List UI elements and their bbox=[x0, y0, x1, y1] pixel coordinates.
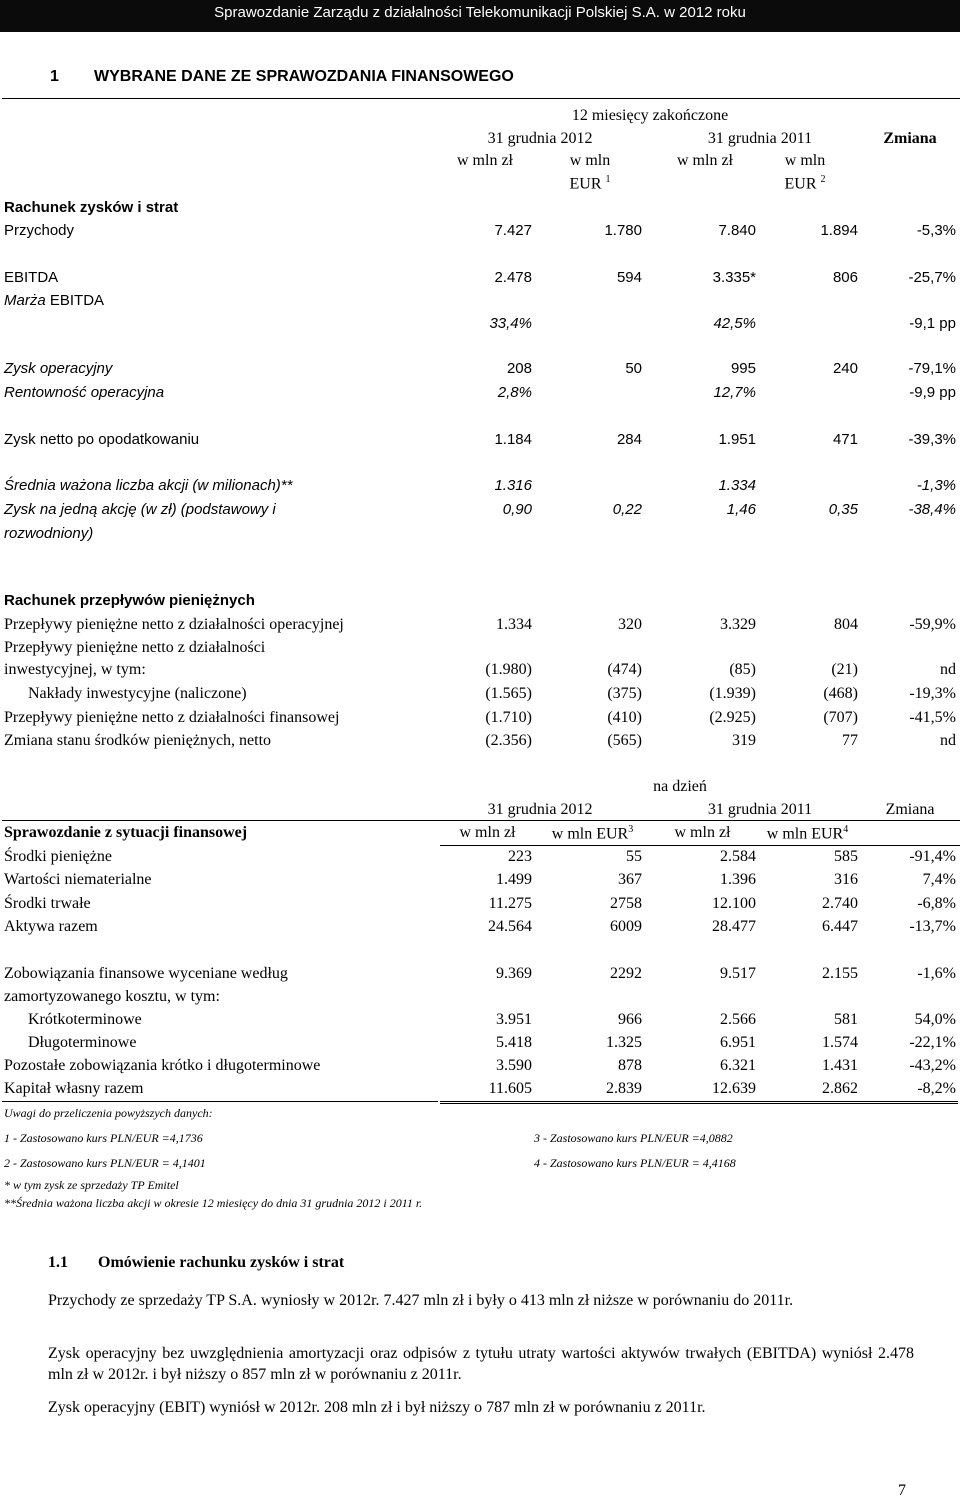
cell: 2292 bbox=[610, 965, 642, 982]
table-row bbox=[0, 848, 960, 868]
table-row bbox=[0, 871, 960, 891]
subsection-title bbox=[48, 1254, 344, 1272]
unit-pln-2012: w mln zł bbox=[457, 152, 513, 169]
unit-eur-text: EUR bbox=[784, 175, 817, 193]
table-row bbox=[0, 732, 960, 752]
unit-eur-text: w mln EUR bbox=[551, 825, 629, 843]
table-row-values bbox=[0, 315, 960, 335]
section-rule bbox=[2, 98, 960, 99]
cell: 11.605 bbox=[488, 1080, 532, 1097]
cell: 2.740 bbox=[822, 895, 858, 912]
table-row bbox=[0, 1034, 960, 1054]
row-label: Kapitał własny razem bbox=[4, 1080, 144, 1097]
cell: -9,9 pp bbox=[909, 384, 956, 401]
cell: nd bbox=[940, 732, 956, 749]
cell: (375) bbox=[607, 685, 642, 702]
row-label: EBITDA bbox=[4, 269, 59, 286]
cell: (565) bbox=[607, 732, 642, 749]
change-header: Zmiana bbox=[883, 130, 937, 147]
banner-text: Sprawozdanie Zarządu z działalności Telekomunikacji Polskiej S.A. w 2012 roku bbox=[214, 4, 746, 21]
cell: 9.369 bbox=[496, 965, 532, 982]
row-label: Zysk netto po opodatkowaniu bbox=[4, 431, 200, 448]
cell: -39,3% bbox=[908, 431, 956, 448]
cell: (2.925) bbox=[709, 709, 756, 726]
cell: 966 bbox=[618, 1011, 642, 1028]
cell: -1,3% bbox=[916, 477, 956, 494]
unit-eur-text: EUR bbox=[569, 175, 602, 193]
footnote-sup-3: 3 bbox=[628, 824, 634, 835]
notes-title: Uwagi do przeliczenia powyższych danych: bbox=[4, 1106, 213, 1120]
cell: 1.431 bbox=[822, 1057, 858, 1074]
cell: 2.566 bbox=[720, 1011, 756, 1028]
table-row bbox=[0, 431, 960, 451]
unit-eur-2012 bbox=[535, 824, 650, 843]
cell: 223 bbox=[508, 848, 532, 865]
page-number: 7 bbox=[898, 1482, 906, 1499]
cell: 6.321 bbox=[720, 1057, 756, 1074]
cell: 471 bbox=[832, 431, 858, 448]
cell: 1.334 bbox=[496, 616, 532, 633]
row-label: Przepływy pieniężne netto z działalności finansowej bbox=[4, 709, 340, 726]
row-label: Średnia ważona liczba akcji (w milionach)** bbox=[4, 477, 293, 494]
cell: 6.447 bbox=[822, 918, 858, 935]
table-row bbox=[0, 501, 960, 521]
cell: 240 bbox=[832, 360, 858, 377]
cell: 7,4% bbox=[922, 871, 956, 888]
cell: 2.584 bbox=[720, 848, 756, 865]
table2-header-rule bbox=[2, 820, 960, 821]
row-label: Długoterminowe bbox=[28, 1034, 137, 1051]
col-2011-header: 31 grudnia 2011 bbox=[707, 801, 813, 818]
cell: -25,7% bbox=[908, 269, 956, 286]
cell: 54,0% bbox=[914, 1011, 956, 1028]
cell: 6009 bbox=[610, 918, 642, 935]
row-label: Zobowiązania finansowe wyceniane według bbox=[4, 965, 288, 982]
cell: 1.316 bbox=[494, 477, 532, 494]
cell: -79,1% bbox=[908, 360, 956, 377]
row-label-rest: EBITDA bbox=[45, 292, 105, 309]
period-label: 12 miesięcy zakończone bbox=[571, 107, 729, 124]
table-row bbox=[0, 1057, 960, 1077]
change-header: Zmiana bbox=[885, 801, 935, 818]
row-label: Aktywa razem bbox=[4, 918, 98, 935]
unit-pln-2012: w mln zł bbox=[459, 824, 516, 841]
table-row bbox=[0, 895, 960, 915]
cell: 594 bbox=[616, 269, 642, 286]
cell: (21) bbox=[831, 661, 858, 678]
cell: 3.329 bbox=[720, 616, 756, 633]
cell: 2.862 bbox=[822, 1080, 858, 1097]
cell: (468) bbox=[823, 685, 858, 702]
cell: 208 bbox=[506, 360, 532, 377]
cell: -38,4% bbox=[908, 501, 956, 518]
table-row bbox=[0, 269, 960, 289]
cell: 5.418 bbox=[496, 1034, 532, 1051]
section-title-text: WYBRANE DANE ZE SPRAWOZDANIA FINANSOWEGO bbox=[94, 68, 514, 85]
note-2: 2 - Zastosowano kurs PLN/EUR = 4,1401 bbox=[4, 1156, 206, 1170]
cell: 3.590 bbox=[496, 1057, 532, 1074]
row-label: inwestycyjnej, w tym: bbox=[4, 661, 146, 678]
cell: 1.951 bbox=[718, 431, 756, 448]
table-row-continued bbox=[0, 988, 960, 1008]
col-2012-header: 31 grudnia 2012 bbox=[487, 130, 593, 147]
note-1: 1 - Zastosowano kurs PLN/EUR =4,1736 bbox=[4, 1131, 203, 1145]
cell: 9.517 bbox=[720, 965, 756, 982]
cell: 585 bbox=[834, 848, 858, 865]
row-label: Krótkoterminowe bbox=[28, 1011, 142, 1028]
unit-eur-2012-b bbox=[545, 174, 635, 193]
cell: (85) bbox=[729, 661, 756, 678]
cell: 316 bbox=[834, 871, 858, 888]
cell: (474) bbox=[607, 661, 642, 678]
cell: 1,46 bbox=[726, 501, 756, 518]
footnote-sup-1: 1 bbox=[605, 174, 611, 185]
cell: 11.275 bbox=[488, 895, 532, 912]
cell: 1.325 bbox=[606, 1034, 642, 1051]
table-row bbox=[0, 685, 960, 705]
table-row bbox=[0, 709, 960, 729]
cell: 3.335* bbox=[712, 269, 756, 286]
col-2012-header: 31 grudnia 2012 bbox=[487, 801, 593, 818]
cell: 581 bbox=[834, 1011, 858, 1028]
cell: 3.951 bbox=[496, 1011, 532, 1028]
cell: -43,2% bbox=[909, 1057, 956, 1074]
note-4: 4 - Zastosowano kurs PLN/EUR = 4,4168 bbox=[534, 1156, 736, 1170]
cell: 320 bbox=[618, 616, 642, 633]
paragraph: Zysk operacyjny (EBIT) wyniósł w 2012r. 208 mln zł i był niższy o 787 mln zł w porównaniu z 2011r. bbox=[48, 1399, 706, 1416]
cell: -41,5% bbox=[909, 709, 956, 726]
cash-flow-heading: Rachunek przepływów pieniężnych bbox=[4, 592, 255, 609]
document-header-banner bbox=[0, 0, 960, 32]
cell: 1.334 bbox=[718, 477, 756, 494]
table-row-continued bbox=[0, 661, 960, 681]
cell: (1.710) bbox=[485, 709, 532, 726]
cell: 42,5% bbox=[713, 315, 756, 332]
row-label: Nakłady inwestycyjne (naliczone) bbox=[28, 685, 247, 702]
row-label-italic: Marża bbox=[4, 292, 46, 309]
cell: 2.155 bbox=[822, 965, 858, 982]
paragraph: Przychody ze sprzedaży TP S.A. wyniosły w 2012r. 7.427 mln zł i były o 413 mln zł niższe w porównaniu do 2011r. bbox=[48, 1292, 794, 1309]
row-label: Zmiana stanu środków pieniężnych, netto bbox=[4, 732, 272, 749]
cell: (410) bbox=[607, 709, 642, 726]
cell: 7.840 bbox=[718, 222, 756, 239]
row-label: Rentowność operacyjna bbox=[4, 384, 165, 401]
cell: 1.396 bbox=[720, 871, 756, 888]
table-row bbox=[0, 360, 960, 380]
cell: 12.100 bbox=[712, 895, 756, 912]
cell: 55 bbox=[626, 848, 642, 865]
cell: 995 bbox=[730, 360, 756, 377]
note-3: 3 - Zastosowano kurs PLN/EUR =4,0882 bbox=[534, 1131, 733, 1145]
row-label: Zysk na jedną akcję (w zł) (podstawowy i bbox=[4, 501, 276, 518]
cell: 804 bbox=[834, 616, 858, 633]
cell: -6,8% bbox=[917, 895, 956, 912]
cell: 2.478 bbox=[494, 269, 532, 286]
cell: 1.780 bbox=[604, 222, 642, 239]
cell: -9,1 pp bbox=[909, 315, 956, 332]
cell: 0,90 bbox=[502, 501, 532, 518]
cell: 1.184 bbox=[494, 431, 532, 448]
unit-pln-2011: w mln zł bbox=[674, 824, 731, 841]
section-title bbox=[50, 68, 514, 86]
row-label: Przepływy pieniężne netto z działalności bbox=[4, 639, 266, 656]
cell: -59,9% bbox=[909, 616, 956, 633]
footnote-sup-2: 2 bbox=[820, 174, 826, 185]
row-label: Przychody bbox=[4, 222, 75, 239]
cell: (707) bbox=[823, 709, 858, 726]
cell: nd bbox=[940, 661, 956, 678]
cell: 1.574 bbox=[822, 1034, 858, 1051]
row-label: Pozostałe zobowiązania krótko i długoterminowe bbox=[4, 1057, 321, 1074]
cell: (2.356) bbox=[485, 732, 532, 749]
table-row-continued bbox=[0, 525, 960, 545]
row-label: Środki pieniężne bbox=[4, 848, 112, 865]
cell: 12,7% bbox=[713, 384, 756, 401]
table-row bbox=[0, 222, 960, 242]
unit-eur-2011-b bbox=[760, 174, 850, 193]
cell: 367 bbox=[618, 871, 642, 888]
financial-position-heading: Sprawozdanie z sytuacji finansowej bbox=[4, 824, 248, 841]
note-double-star: **Średnia ważona liczba akcji w okresie 12 miesięcy do dnia 31 grudnia 2012 i 2011 r. bbox=[4, 1196, 423, 1210]
section-number: 1 bbox=[50, 68, 59, 85]
cell: 7.427 bbox=[494, 222, 532, 239]
subsection-number: 1.1 bbox=[48, 1254, 68, 1271]
col-2011-header: 31 grudnia 2011 bbox=[707, 130, 813, 147]
table-row bbox=[0, 1011, 960, 1031]
cell: 806 bbox=[832, 269, 858, 286]
row-label: Przepływy pieniężne netto z działalności operacyjnej bbox=[4, 616, 344, 633]
cell: (1.565) bbox=[485, 685, 532, 702]
cell: 77 bbox=[842, 732, 858, 749]
row-label: Wartości niematerialne bbox=[4, 871, 152, 888]
cell: 28.477 bbox=[712, 918, 756, 935]
table-row bbox=[0, 965, 960, 985]
unit-eur-2012-a: w mln bbox=[569, 152, 611, 169]
cell: 6.951 bbox=[720, 1034, 756, 1051]
date-label: na dzień bbox=[653, 778, 707, 795]
unit-pln-2011: w mln zł bbox=[677, 152, 733, 169]
cell: -8,2% bbox=[917, 1080, 956, 1097]
cell: -1,6% bbox=[917, 965, 956, 982]
footnote-sup-4: 4 bbox=[843, 824, 849, 835]
row-label: zamortyzowanego kosztu, w tym: bbox=[4, 988, 220, 1005]
table-row bbox=[0, 292, 960, 312]
cell: 33,4% bbox=[489, 315, 532, 332]
cell: -19,3% bbox=[909, 685, 956, 702]
row-label: rozwodniony) bbox=[4, 525, 94, 542]
unit-eur-2011 bbox=[750, 824, 865, 843]
cell: 0,35 bbox=[828, 501, 858, 518]
unit-eur-text: w mln EUR bbox=[766, 825, 844, 843]
cell: 284 bbox=[616, 431, 642, 448]
cell: (1.939) bbox=[709, 685, 756, 702]
cell: -13,7% bbox=[909, 918, 956, 935]
unit-eur-2011-a: w mln bbox=[784, 152, 826, 169]
cell: 1.894 bbox=[820, 222, 858, 239]
row-label: Środki trwałe bbox=[4, 895, 91, 912]
cell: -91,4% bbox=[909, 848, 956, 865]
table-row bbox=[0, 477, 960, 497]
paragraph: Zysk operacyjny bez uwzględnienia amortyzacji oraz odpisów z tytułu utraty wartości aktywów trwałych (EBITDA) wyniósł 2.478 mln zł w 2012r. i był niższy o 857 mln zł w porównaniu z 2011r. bbox=[48, 1345, 914, 1383]
income-statement-heading: Rachunek zysków i strat bbox=[4, 199, 179, 216]
table-row bbox=[0, 918, 960, 938]
cell: 2.839 bbox=[606, 1080, 642, 1097]
cell: 0,22 bbox=[612, 501, 642, 518]
cell: 24.564 bbox=[488, 918, 532, 935]
cell: 50 bbox=[625, 360, 642, 377]
table-row bbox=[0, 384, 960, 404]
cell: 2,8% bbox=[497, 384, 532, 401]
cell: 12.639 bbox=[712, 1080, 756, 1097]
row-label bbox=[4, 292, 104, 309]
cell: 2758 bbox=[610, 895, 642, 912]
table2-double-rule bbox=[440, 1101, 958, 1104]
table-row bbox=[0, 639, 960, 659]
table-row bbox=[0, 1080, 960, 1100]
subsection-title-text: Omówienie rachunku zysków i strat bbox=[98, 1254, 345, 1271]
cell: 878 bbox=[618, 1057, 642, 1074]
table2-bottom-rule bbox=[2, 1101, 438, 1102]
table2-units-rule bbox=[440, 845, 960, 846]
cell: -5,3% bbox=[916, 222, 956, 239]
row-label: Zysk operacyjny bbox=[4, 360, 113, 377]
table-row bbox=[0, 616, 960, 636]
cell: (1.980) bbox=[485, 661, 532, 678]
cell: -22,1% bbox=[909, 1034, 956, 1051]
cell: 1.499 bbox=[496, 871, 532, 888]
note-star: * w tym zysk ze sprzedaży TP Emitel bbox=[4, 1178, 179, 1192]
cell: 319 bbox=[732, 732, 756, 749]
